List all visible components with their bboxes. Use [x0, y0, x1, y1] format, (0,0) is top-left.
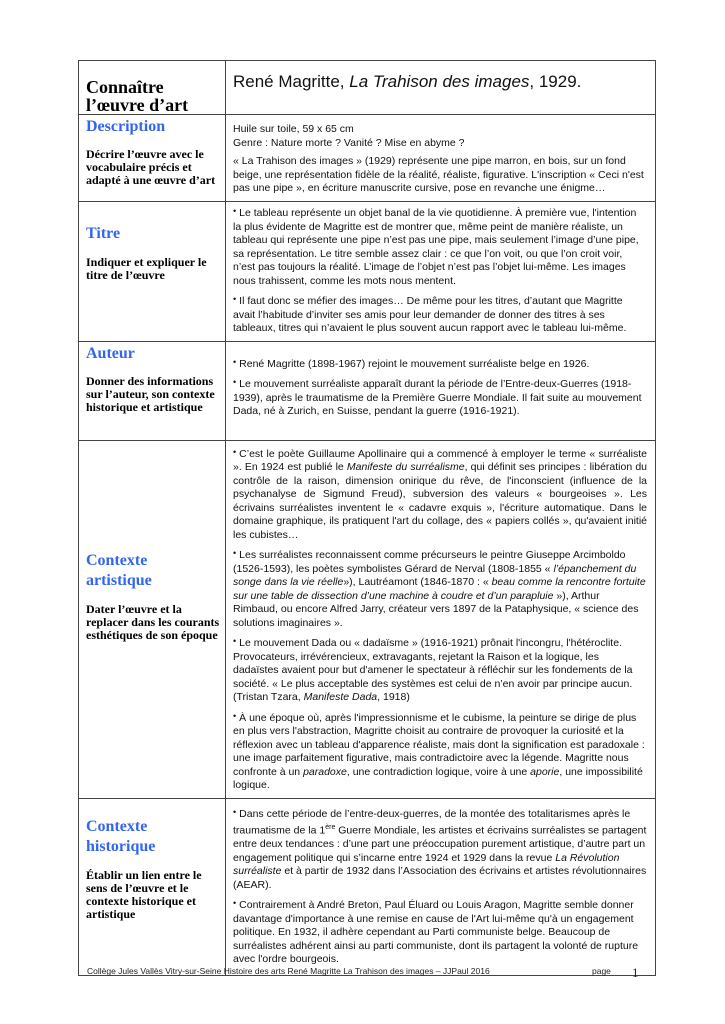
bullet-icon: • — [233, 548, 237, 558]
bullet-icon: • — [233, 710, 237, 721]
work-year: , 1929. — [529, 72, 582, 91]
header-left-title: Connaître l’œuvre d’art — [86, 77, 189, 115]
description-paragraph: « La Trahison des images » (1929) représente une pipe marron, en bois, sur un fond beige, une représentation fidèle de la réalité, réaliste, figurative. L'inscription « Ceci n'est pas une pipe », en écriture manuscrite cursive, pose en revanche une énigme… — [233, 155, 644, 194]
bullet-icon: • — [233, 898, 237, 908]
header-row — [79, 61, 656, 115]
header-left-cell — [79, 61, 226, 115]
bullet-paragraph: • Contrairement à André Breton, Paul Éluard ou Louis Aragon, Magritte semble donner davantage d'importance à une remise en cause de l'Art lui-même qu'à un engagement politique. En 1932, il adhère cependant au Parti communiste belge. Beaucoup de surréalistes adhérent ainsi au parti communiste, dont ils partagent la volonté de rupture avec l'ordre bourgeois. — [233, 898, 639, 965]
section-label-cell — [79, 115, 226, 202]
section-content-cell — [226, 115, 656, 202]
section-subtitle: Dater l’œuvre et la replacer dans les courants esthétiques de son époque — [86, 601, 220, 642]
bullet-paragraph: • Le mouvement surréaliste apparaît durant la période de l’Entre-deux-Guerres (1918-1939), après le traumatisme de la Première Guerre Mondiale. Il fait suite au mouvement Dada, né à Zurich, en Suisse, pendant la guerre (1916-1921). — [233, 377, 642, 417]
bullet-paragraph: • Il faut donc se méfier des images… De même pour les titres, d’autant que Magritte avait l’habitude d’inviter ses amis pour leur demander de donner des titres à ses tableaux, titres qui n’avaient le plus souvent aucun rapport avec le tableau lui-même. — [233, 294, 627, 334]
page-label: page — [592, 966, 611, 976]
artwork-title — [233, 64, 647, 92]
bullet-paragraph: • Dans cette période de l’entre-deux-guerres, de la montée des totalitarismes après le traumatisme de la 1ère Guerre Mondiale, les artistes et écrivains surréalistes se partagent entre deux tendances : d’une part une préoccupation purement artistique, d’autre part un engagement politique qui s’incarne entre 1924 et 1929 dans la revue La Révolution surréaliste et à partir de 1932 dans l’Association des écrivains et artistes révolutionnaires (AEAR). — [233, 806, 647, 891]
section-label-cell — [79, 341, 226, 440]
section-content-cell — [226, 202, 656, 342]
bullet-paragraph: • Le tableau représente un objet banal de la vie quotidienne. À première vue, l'intention la plus évidente de Magritte est de montrer que, même peint de manière réaliste, un tableau qui représente une pipe n’est pas une pipe, mais seulement l’image d’une pipe, sa représentation. Le titre semble assez clair : ce que l’on voit, ou que l’on croit voir, n’est pas toujours la réalité. L’image de l’objet n’est pas l’objet lui-même. Les images nous trahissent, comme les mots nous mentent. — [233, 206, 639, 287]
section-title: Contexte artistique — [86, 551, 152, 589]
section-label-cell — [79, 440, 226, 798]
header-right-cell — [226, 61, 656, 115]
page-footer — [87, 965, 657, 980]
section-label-cell — [79, 202, 226, 342]
bullet-icon: • — [233, 636, 237, 646]
section-content-cell — [226, 341, 656, 440]
bullet-paragraph: • C’est le poète Guillaume Apollinaire qui a commencé à employer le terme « surréaliste ». En 1924 est publié le Manifeste du surréalisme, qui définit ses principes : libération du contrôle de la raison, dimension onirique du rêve, de l'inconscient (influence de la psychanalyse de Sigmund Freud), subversion des valeurs « bourgeoises ». Les écrivains surréalistes inventent le « cadavre exquis », l'écriture automatique. Dans le domaine graphique, ils pratiquent l'art du collage, des « papiers collés », qu'avaient initié les cubistes… — [233, 446, 647, 541]
artwork-sheet-table — [78, 60, 656, 976]
work-title: La Trahison des images — [349, 72, 530, 91]
section-row-description — [79, 115, 656, 202]
section-subtitle: Indiquer et expliquer le titre de l’œuvre — [86, 255, 207, 282]
section-subtitle: Établir un lien entre le sens de l’œuvre et le contexte historique et artistique — [86, 867, 202, 921]
section-title: Description — [86, 118, 166, 135]
bullet-icon: • — [233, 377, 237, 387]
section-label-cell — [79, 798, 226, 975]
section-row-titre — [79, 202, 656, 342]
bullet-icon: • — [233, 206, 237, 216]
section-subtitle: Décrire l’œuvre avec le vocabulaire précis et adapté à une œuvre d’art — [86, 147, 216, 187]
section-content-cell — [226, 440, 656, 798]
bullet-icon: • — [233, 806, 237, 817]
footer-text: Collège Jules Vallès Vitry-sur-Seine Histoire des arts René Magritte La Trahison des images – JJPaul 2016 — [87, 966, 490, 976]
bullet-paragraph: • À une époque où, après l'impressionnisme et le cubisme, la peinture se dirige de plus en plus vers l'abstraction, Magritte choisit au contraire de provoquer la curiosité et la réflexion avec un tableau d'apparence réaliste, mais dont la signification est paradoxale : une image parfaitement figurative, mais contradictoire avec la légende. Magritte nous confronte à un paradoxe, une contradiction logique, voire à une aporie, une impossibilité logique. — [233, 710, 645, 791]
bullet-icon: • — [233, 356, 237, 367]
section-title: Contexte historique — [86, 817, 156, 855]
section-row-contexte-historique — [79, 798, 656, 975]
bullet-paragraph: • Le mouvement Dada ou « dadaïsme » (1916-1921) prônait l'incongru, l'hétéroclite. Provocateurs, irrévérencieux, extravagants, rejetant la Raison et la logique, les dadaïstes avaient pour but d'amener le spectateur à réfléchir sur les fondements de la société. « Le plus acceptable des systèmes est celui de n’en avoir par principe aucun. (Tristan Tzara, Manifeste Dada, 1918) — [233, 636, 633, 703]
genre-line: Genre : Nature morte ? Vanité ? Mise en abyme ? — [233, 136, 465, 149]
section-title: Auteur — [86, 344, 135, 362]
technique-line: Huile sur toile, 59 x 65 cm — [233, 123, 354, 135]
bullet-icon: • — [233, 446, 237, 457]
artist-name: René Magritte, — [233, 72, 350, 91]
bullet-paragraph: • René Magritte (1898-1967) rejoint le mouvement surréaliste belge en 1926. — [233, 356, 590, 370]
section-row-auteur — [79, 341, 656, 440]
bullet-icon: • — [233, 294, 237, 304]
bullet-paragraph: • Les surréalistes reconnaissent comme précurseurs le peintre Giuseppe Arcimboldo (1526-1593), les poètes symbolistes Gérard de Nerval (1808-1855 « l’épanchement du songe dans la vie réelle»), Lautréamont (1846-1870 : « beau comme la rencontre fortuite sur une table de dissection d’une machine à coudre et d’un parapluie »), Arthur Rimbaud, ou encore Alfred Jarry, créateur vers 1897 de la Pataphysique, « science des solutions imaginaires ». — [233, 548, 646, 629]
page-number: 1 — [632, 965, 639, 980]
section-row-contexte-artistique — [79, 440, 656, 798]
section-content-cell — [226, 798, 656, 975]
section-subtitle: Donner des informations sur l’auteur, son contexte historique et artistique — [86, 373, 215, 414]
section-title: Titre — [86, 225, 121, 242]
